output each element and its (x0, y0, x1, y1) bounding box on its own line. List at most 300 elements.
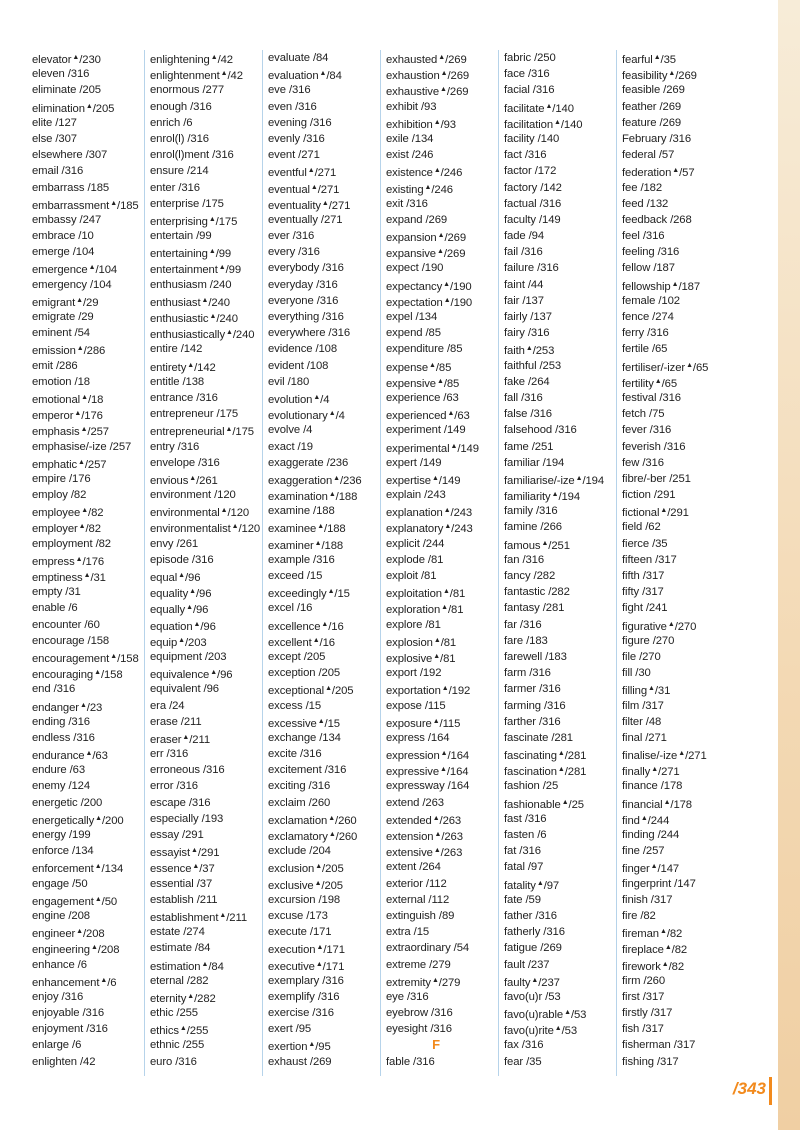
triangle-icon: ▲ (313, 393, 321, 401)
index-entry: expose /115 (386, 699, 446, 712)
index-entry: enlightenment▲/42 (150, 70, 243, 83)
index-entry: fishing /317 (622, 1055, 679, 1068)
index-entry: favo(u)r /53 (504, 990, 561, 1003)
triangle-icon: ▲ (545, 102, 553, 110)
index-entry: fall /316 (504, 391, 543, 404)
index-entry: fable /316 (386, 1055, 435, 1068)
index-entry: fake /264 (504, 375, 550, 388)
triangle-icon: ▲ (178, 572, 185, 579)
index-entry: ethics▲/255 (150, 1025, 209, 1038)
index-entry: ending /316 (32, 715, 90, 728)
index-entry: falsehood /316 (504, 424, 577, 437)
index-entry: exceedingly▲/15 (268, 588, 350, 601)
index-entry: evening /316 (268, 116, 332, 129)
index-entry: excuse /173 (268, 909, 328, 922)
index-entry: establish /211 (150, 893, 218, 906)
index-entry: enough /316 (150, 100, 212, 113)
index-entry: engage /50 (32, 877, 88, 890)
index-entry: extraordinary /54 (386, 942, 470, 955)
index-entry: expansion▲/269 (386, 232, 467, 245)
index-entry: ethic /255 (150, 1007, 198, 1020)
index-entry: figurative▲/270 (622, 620, 697, 633)
triangle-icon: ▲ (187, 992, 195, 1000)
index-entry: female /102 (622, 294, 680, 307)
triangle-icon: ▲ (678, 750, 686, 758)
index-entry: expansive▲/269 (386, 248, 466, 261)
triangle-icon: ▲ (314, 879, 322, 887)
index-entry: enterprise /175 (150, 197, 224, 210)
index-entry: expense▲/85 (386, 361, 452, 374)
index-entry: fate /59 (504, 893, 541, 906)
index-entry: farming /316 (504, 699, 566, 712)
index-entry: failure /316 (504, 262, 559, 275)
index-entry: emphasis▲/257 (32, 426, 109, 439)
index-entry: factual /316 (504, 197, 562, 210)
index-entry: festival /316 (622, 391, 681, 404)
index-entry: exclusive▲/205 (268, 879, 343, 892)
triangle-icon: ▲ (317, 717, 325, 725)
index-entry: fellow /187 (622, 262, 675, 275)
triangle-icon: ▲ (436, 377, 444, 385)
index-entry: examiner▲/188 (268, 539, 344, 552)
index-entry: ethnic /255 (150, 1039, 205, 1052)
index-entry: enjoy /316 (32, 990, 84, 1003)
index-entry: embrace /10 (32, 230, 94, 243)
index-entry: federation▲/57 (622, 167, 695, 180)
triangle-icon: ▲ (192, 863, 200, 871)
index-entry: exert /95 (268, 1023, 312, 1036)
index-entry: facilitation▲/140 (504, 118, 583, 131)
triangle-icon: ▲ (220, 70, 228, 78)
triangle-icon: ▲ (219, 911, 227, 919)
index-entry: examinee▲/188 (268, 523, 346, 536)
index-entry: emperor▲/176 (32, 410, 103, 423)
index-entry: father /316 (504, 909, 557, 922)
index-entry: feeling /316 (622, 246, 680, 259)
triangle-icon: ▲ (660, 507, 668, 515)
index-entry: exile /134 (386, 132, 434, 145)
index-entry: exclaim /260 (268, 796, 331, 809)
index-entry: fairy /316 (504, 327, 550, 340)
index-entry: endurance▲/63 (32, 750, 108, 763)
index-entry: February /316 (622, 132, 692, 145)
index-entry: firstly /317 (622, 1007, 673, 1020)
triangle-icon: ▲ (210, 54, 218, 61)
triangle-icon: ▲ (81, 507, 89, 515)
index-entry: familiar /194 (504, 456, 565, 469)
triangle-icon: ▲ (88, 264, 96, 272)
index-entry: emptiness▲/31 (32, 572, 106, 584)
index-entry: export /192 (386, 667, 442, 680)
index-entry: fashionable▲/25 (504, 798, 584, 811)
index-entry: emigrant▲/29 (32, 296, 99, 309)
index-entry: faith▲/253 (504, 345, 555, 358)
index-entry: enforce /134 (32, 845, 94, 858)
index-entry: fabric /250 (504, 52, 556, 64)
index-entry: exposure▲/115 (386, 717, 461, 730)
index-entry: employer▲/82 (32, 523, 101, 536)
index-entry: extreme /279 (386, 958, 451, 971)
index-entry: equipment /203 (150, 650, 227, 663)
triangle-icon: ▲ (554, 1025, 562, 1033)
index-entry: fictional▲/291 (622, 507, 689, 520)
index-entry: fact /316 (504, 149, 547, 162)
triangle-icon: ▲ (208, 215, 216, 223)
index-entry: enthusiast▲/240 (150, 296, 230, 309)
index-entry: finance /178 (622, 780, 683, 793)
index-entry: envy /261 (150, 537, 199, 550)
index-entry: face /316 (504, 68, 550, 81)
triangle-icon: ▲ (310, 183, 318, 191)
index-entry: finally▲/271 (622, 766, 680, 779)
index-entry: expression▲/164 (386, 750, 470, 763)
index-entry: eventuality▲/271 (268, 199, 351, 212)
index-entry: exemplary /316 (268, 974, 344, 987)
triangle-icon: ▲ (317, 523, 325, 531)
index-entry: firework▲/82 (622, 960, 684, 973)
index-entry: evident /108 (268, 359, 329, 372)
index-entry: everyone /316 (268, 294, 339, 307)
index-entry: fine /257 (622, 845, 665, 858)
index-entry: extend /263 (386, 796, 444, 809)
index-entry: everything /316 (268, 311, 344, 323)
index-entry: emphasise/-ize /257 (32, 440, 132, 453)
index-entry: filter /48 (622, 715, 662, 728)
triangle-icon: ▲ (525, 345, 533, 353)
index-entry: fetch /75 (622, 408, 665, 421)
triangle-icon: ▲ (182, 733, 190, 741)
index-entry: fingerprint /147 (622, 877, 696, 890)
margin-stripe (778, 0, 800, 1130)
triangle-icon: ▲ (307, 167, 315, 175)
index-entry: fasten /6 (504, 829, 547, 841)
index-entry: exemplify /316 (268, 990, 340, 1003)
index-entry: err /316 (150, 748, 189, 761)
triangle-icon: ▲ (76, 928, 84, 936)
index-entry: enthusiastic▲/240 (150, 313, 238, 325)
index-entry: evolution▲/4 (268, 393, 330, 406)
triangle-icon: ▲ (74, 410, 82, 418)
index-entry: encourage /158 (32, 634, 110, 647)
index-entry: exception /205 (268, 667, 341, 680)
triangle-icon: ▲ (551, 491, 559, 499)
index-entry: enrol(l) /316 (150, 132, 209, 145)
triangle-icon: ▲ (80, 426, 88, 434)
index-entry: evil /180 (268, 375, 310, 388)
triangle-icon: ▲ (431, 976, 439, 984)
index-entry: employee▲/82 (32, 507, 104, 520)
index-entry: executive▲/171 (268, 960, 345, 973)
triangle-icon: ▲ (325, 685, 332, 693)
triangle-icon: ▲ (225, 426, 233, 434)
index-entry: elite /127 (32, 116, 77, 129)
index-entry: eleven /316 (32, 68, 90, 81)
index-entry: fascinate /281 (504, 731, 573, 744)
triangle-icon: ▲ (541, 539, 549, 547)
triangle-icon: ▲ (316, 944, 324, 952)
index-entry: feed /132 (622, 197, 669, 210)
index-entry: emphatic▲/257 (32, 458, 107, 471)
index-entry: fill /30 (622, 667, 651, 680)
index-entry: film /317 (622, 699, 664, 712)
index-entry: fertile /65 (622, 343, 668, 356)
index-entry: field /62 (622, 521, 661, 534)
index-entry: fifth /317 (622, 570, 665, 582)
index-entry: enhance /6 (32, 958, 87, 971)
index-entry: empire /176 (32, 472, 91, 485)
index-entry: envious▲/261 (150, 474, 218, 487)
index-entry: exploit /81 (386, 570, 437, 582)
index-entry: fish /317 (622, 1023, 664, 1036)
triangle-icon: ▲ (441, 604, 449, 612)
index-entry: excel /16 (268, 602, 313, 615)
triangle-icon: ▲ (328, 831, 336, 838)
index-column-6 (622, 50, 740, 1070)
index-entry: favo(u)rite▲/53 (504, 1025, 578, 1038)
index-entry: eraser▲/211 (150, 733, 211, 746)
index-entry: emigrate /29 (32, 311, 94, 323)
index-entry: enjoyment /316 (32, 1023, 108, 1036)
index-entry: farmer /316 (504, 683, 561, 696)
index-entry: exploitation▲/81 (386, 588, 466, 601)
index-entry: explanatory▲/243 (386, 523, 473, 536)
index-entry: error /316 (150, 780, 198, 793)
index-entry: enter /316 (150, 181, 200, 194)
triangle-icon: ▲ (433, 636, 441, 644)
index-entry: fierce /35 (622, 537, 668, 550)
triangle-icon: ▲ (438, 54, 446, 61)
index-entry: entrepreneur /175 (150, 408, 239, 421)
index-entry: execution▲/171 (268, 944, 345, 957)
index-entry: filling▲/31 (622, 685, 671, 698)
index-entry: exercise /316 (268, 1007, 334, 1020)
index-entry: escape /316 (150, 796, 211, 809)
index-entry: fan /316 (504, 553, 545, 566)
index-entry: fancy /282 (504, 570, 556, 582)
index-entry: estimation▲/84 (150, 960, 224, 973)
index-entry: exaggerate /236 (268, 456, 349, 469)
index-entry: estimate /84 (150, 942, 211, 955)
triangle-icon: ▲ (440, 766, 447, 774)
index-entry: exhaustion▲/269 (386, 70, 470, 83)
triangle-icon: ▲ (193, 620, 201, 628)
index-entry: enlarge /6 (32, 1039, 82, 1052)
index-entry: expertise▲/149 (386, 474, 461, 487)
index-entry: enjoyable /316 (32, 1007, 105, 1020)
index-entry: email /316 (32, 165, 84, 178)
index-entry: entitle /138 (150, 375, 205, 388)
index-entry: favo(u)rable▲/53 (504, 1009, 587, 1022)
triangle-icon: ▲ (671, 280, 679, 288)
triangle-icon: ▲ (564, 1009, 571, 1017)
index-entry: fax /316 (504, 1039, 544, 1052)
index-entry: fertiliser/-izer▲/65 (622, 361, 709, 374)
index-entry: environmentalist▲/120 (150, 523, 261, 536)
index-entry: expectancy▲/190 (386, 280, 472, 293)
index-entry: explanation▲/243 (386, 507, 473, 520)
triangle-icon: ▲ (659, 928, 667, 936)
triangle-icon: ▲ (433, 118, 441, 126)
triangle-icon: ▲ (308, 1041, 316, 1049)
index-entry: fatigue /269 (504, 942, 562, 955)
index-entry: embassy /247 (32, 213, 102, 226)
index-entry: fashion /25 (504, 780, 559, 793)
index-entry: facilitate▲/140 (504, 102, 574, 115)
index-entry: equivalence▲/96 (150, 669, 233, 682)
triangle-icon: ▲ (672, 167, 680, 175)
index-entry: exchange /134 (268, 731, 341, 744)
index-entry: facial /316 (504, 84, 555, 97)
index-entry: expect /190 (386, 262, 444, 275)
index-entry: expend /85 (386, 327, 441, 340)
index-entry: experimental▲/149 (386, 442, 479, 455)
index-entry: expenditure /85 (386, 343, 463, 356)
index-entry: farewell /183 (504, 650, 567, 663)
index-entry: excursion /198 (268, 893, 341, 906)
index-entry: fair /137 (504, 294, 544, 307)
index-entry: fibre/-ber /251 (622, 472, 691, 485)
index-entry: everybody /316 (268, 262, 344, 275)
triangle-icon: ▲ (94, 863, 102, 871)
index-entry: expert /149 (386, 456, 442, 469)
index-entry: external /112 (386, 893, 450, 906)
index-entry: embarrassment▲/185 (32, 199, 139, 212)
index-entry: era /24 (150, 699, 185, 712)
index-entry: evenly /316 (268, 132, 325, 145)
index-entry: every /316 (268, 246, 320, 259)
index-entry: employment /82 (32, 537, 111, 550)
index-entry: exaggeration▲/236 (268, 474, 362, 487)
index-entry: expressway /164 (386, 780, 470, 793)
triangle-icon: ▲ (226, 329, 233, 337)
index-entry: finalise/-ize▲/271 (622, 750, 707, 763)
index-entry: feather /269 (622, 100, 682, 113)
index-entry: enable /6 (32, 602, 78, 615)
index-entry: empty /31 (32, 586, 81, 599)
triangle-icon: ▲ (100, 976, 108, 984)
index-entry: fiction /291 (622, 489, 676, 502)
triangle-icon: ▲ (314, 539, 322, 547)
index-entry: emergency /104 (32, 278, 112, 291)
index-entry: essay /291 (150, 829, 204, 841)
index-entry: erroneous /316 (150, 764, 225, 777)
index-entry: entry /316 (150, 440, 200, 453)
triangle-icon: ▲ (76, 296, 83, 304)
index-entry: exhibition▲/93 (386, 118, 456, 131)
index-entry: evaluate /84 (268, 52, 329, 64)
index-entry: equal▲/96 (150, 572, 201, 584)
triangle-icon: ▲ (536, 879, 544, 887)
index-entry: faithful /253 (504, 359, 562, 372)
index-entry: fight /241 (622, 602, 668, 615)
index-entry: exclusion▲/205 (268, 863, 344, 876)
index-entry: enhancement▲/6 (32, 976, 117, 989)
index-entry: enlighten /42 (32, 1055, 96, 1068)
index-entry: extent /264 (386, 861, 441, 874)
triangle-icon: ▲ (433, 167, 441, 175)
index-entry: existence▲/246 (386, 167, 463, 180)
index-entry: far /316 (504, 618, 542, 631)
index-entry: facility /140 (504, 132, 560, 145)
index-entry: enormous /277 (150, 84, 225, 97)
index-entry: fat /316 (504, 845, 541, 858)
index-entry: envelope /316 (150, 456, 220, 469)
index-entry: energy /199 (32, 829, 91, 841)
index-entry: exist /246 (386, 149, 434, 162)
index-entry: excellent▲/16 (268, 636, 335, 649)
index-entry: evidence /108 (268, 343, 338, 356)
triangle-icon: ▲ (328, 410, 336, 418)
index-entry: equivalent /96 (150, 683, 219, 696)
index-entry: essayist▲/291 (150, 847, 220, 860)
index-entry: finger▲/147 (622, 863, 680, 876)
index-entry: exit /316 (386, 197, 428, 210)
index-entry: elsewhere /307 (32, 149, 108, 162)
triangle-icon: ▲ (85, 750, 93, 758)
triangle-icon: ▲ (186, 604, 193, 612)
index-entry: eye /316 (386, 990, 429, 1003)
triangle-icon: ▲ (189, 588, 196, 596)
index-entry: exhaust /269 (268, 1055, 332, 1068)
index-entry: event /271 (268, 149, 320, 162)
index-entry: experiment /149 (386, 424, 466, 437)
index-entry: examine /188 (268, 505, 335, 518)
triangle-icon: ▲ (437, 232, 445, 240)
triangle-icon: ▲ (640, 814, 648, 822)
index-entry: existing▲/246 (386, 183, 453, 196)
index-entry: famine /266 (504, 521, 562, 534)
index-entry: enterprising▲/175 (150, 215, 238, 228)
triangle-icon: ▲ (220, 507, 228, 515)
index-entry: feature /269 (622, 116, 682, 129)
index-entry: feasibility▲/269 (622, 70, 697, 83)
triangle-icon: ▲ (444, 523, 452, 531)
index-entry: execute /171 (268, 926, 332, 939)
index-entry: fence /274 (622, 311, 674, 323)
index-entry: fireplace▲/82 (622, 944, 688, 957)
index-entry: episode /316 (150, 553, 214, 566)
index-entry: empress▲/176 (32, 555, 105, 568)
index-entry: file /270 (622, 650, 661, 663)
triangle-icon: ▲ (440, 70, 448, 78)
index-entry: farm /316 (504, 667, 551, 680)
index-entry: exterior /112 (386, 877, 447, 890)
triangle-icon: ▲ (75, 555, 83, 563)
index-entry: engineering▲/208 (32, 944, 120, 957)
triangle-icon: ▲ (231, 523, 239, 531)
triangle-icon: ▲ (110, 199, 118, 207)
index-entry: fire /82 (622, 909, 656, 922)
index-entry: entertaining▲/99 (150, 248, 232, 261)
index-entry: fatal /97 (504, 861, 544, 874)
index-entry: entrance /316 (150, 391, 218, 404)
index-entry: engagement▲/50 (32, 895, 118, 908)
index-entry: end /316 (32, 683, 76, 696)
triangle-icon: ▲ (554, 118, 561, 126)
index-entry: explode /81 (386, 553, 444, 566)
triangle-icon: ▲ (110, 652, 118, 660)
triangle-icon: ▲ (664, 944, 672, 952)
index-entry: erase /211 (150, 715, 202, 728)
triangle-icon: ▲ (424, 183, 432, 191)
index-entry: federal /57 (622, 149, 675, 162)
index-entry: famous▲/251 (504, 539, 570, 552)
triangle-icon: ▲ (94, 895, 102, 903)
index-entry: example /316 (268, 553, 335, 566)
index-entry: fascinating▲/281 (504, 750, 587, 763)
index-entry: enrol(l)ment /316 (150, 149, 234, 162)
triangle-icon: ▲ (441, 685, 449, 693)
